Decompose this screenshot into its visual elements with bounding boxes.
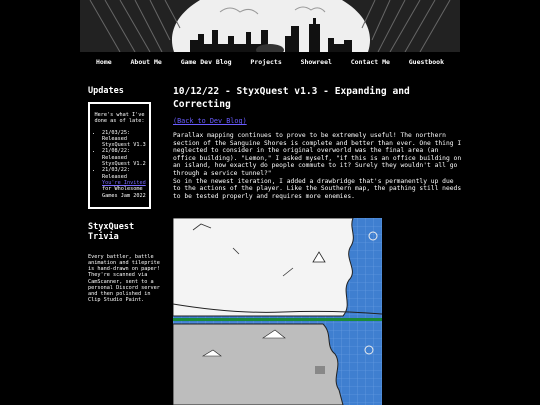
youre-invited-link[interactable]: You're Invited (102, 179, 146, 186)
update-date: 21/03/22: (102, 167, 131, 174)
update-text: for Wholesome Games Jam 2022 (102, 186, 146, 199)
post-paragraph: So in the newest iteration, I added a drawbridge that's permanently up due to the actions of the player. Like the Southern map, the pathing still needs to be tested properly and requires more enemies. (173, 177, 462, 200)
trivia-heading: StyxQuest Trivia (88, 222, 135, 242)
update-text: Released (102, 173, 127, 180)
update-item (102, 130, 146, 149)
nav-contact-me-link[interactable]: Contact Me (350, 58, 390, 66)
post-title: 10/12/22 - StyxQuest v1.3 - Expanding and Correcting (173, 86, 410, 110)
updates-heading: Updates (88, 86, 124, 96)
nav-home-link[interactable]: Home (96, 58, 112, 66)
updates-box (88, 102, 151, 209)
update-date: 21/08/22: (102, 148, 131, 155)
nav-about-me-link[interactable]: About Me (130, 58, 162, 66)
update-item (102, 148, 146, 167)
back-to-dev-blog-link[interactable]: (Back to Dev Blog) (173, 117, 247, 125)
nav-guestbook-link[interactable]: Guestbook (408, 58, 444, 66)
updates-list (93, 130, 146, 199)
header-banner-image (80, 0, 460, 52)
main-nav (80, 55, 460, 69)
update-date: 21/03/25: (102, 129, 131, 136)
banner-drawing (80, 0, 460, 52)
trivia-text: Every battler, battle animation and tileprite is hand-drawn on paper! They're scanned via CamScanner, sent to a personal Discord server and then polished in Clip Studio Paint. (88, 254, 160, 303)
sidebar (88, 86, 158, 209)
nav-showreel-link[interactable]: Showreel (300, 58, 332, 66)
update-text: Released StyxQuest V1.2 (102, 154, 146, 168)
nav-projects-link[interactable]: Projects (250, 58, 282, 66)
update-item (102, 167, 146, 198)
post-paragraph: Parallax mapping continues to prove to be extremely useful! The northern section of the Sanguine Shores is complete and better than ever. One thing I neglected to consider in the original overworld was the final area (an office building). "Lemon," I asked myself, "if this is an office building on an island, how exactly do people commute to it? Surely they wouldn't all go through a service tunnel?" (173, 132, 462, 177)
map-drawing (173, 218, 382, 405)
overworld-map-screenshot (173, 218, 382, 405)
nav-game-dev-blog-link[interactable]: Game Dev Blog (180, 58, 232, 66)
updates-intro: Here's what I've done as of late: (94, 112, 145, 125)
update-text: Released StyxQuest V1.3 (102, 135, 146, 149)
blog-post (173, 86, 463, 200)
